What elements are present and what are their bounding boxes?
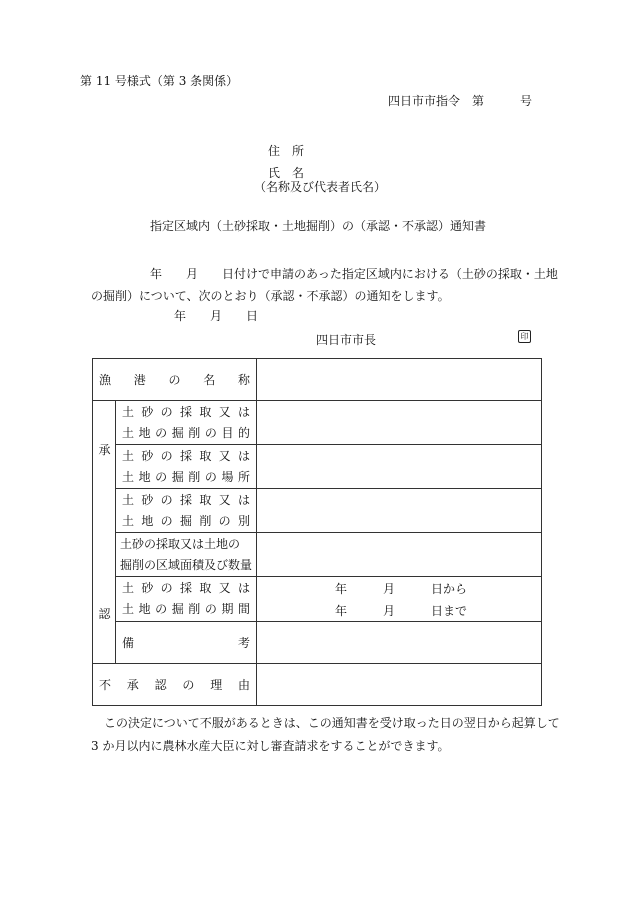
purpose-value	[257, 401, 542, 445]
area-value	[257, 533, 542, 577]
body-line-2: の掘削）について、次のとおり（承認・不承認）の通知をします。	[91, 289, 450, 303]
notice-form-table	[92, 358, 542, 706]
fishing-port-label: 漁 港 の 名 称	[93, 359, 257, 401]
period-value	[257, 577, 542, 622]
period-end-day: 日まで	[431, 604, 468, 618]
name-label: 氏 名	[268, 166, 305, 180]
period-label: 土 砂 の 採 取 又 は 土 地 の 掘 削 の 期 間	[116, 577, 257, 622]
period-start-month: 月	[383, 582, 396, 596]
issuer-name: 四日市市長	[316, 333, 377, 347]
period-start-year: 年	[335, 582, 348, 596]
purpose-label: 土 砂 の 採 取 又 は 土 地 の 掘 削 の 目 的	[116, 401, 257, 445]
period-end-month: 月	[383, 604, 396, 618]
appeal-notice-line-2: 3 か月以内に農林水産大臣に対し審査請求をすることができます。	[91, 739, 450, 753]
document-number: 四日市市指令 第 号	[388, 94, 533, 108]
remarks-value	[257, 622, 542, 664]
seal-mark: 印	[518, 330, 531, 343]
area-label: 土砂の採取又は土地の 掘削の区域面積及び数量	[116, 533, 257, 577]
appeal-notice-line-1: この決定について不服があるときは、この通知書を受け取った日の翌日から起算して	[104, 716, 560, 730]
location-label: 土 砂 の 採 取 又 は 土 地 の 掘 削 の 場 所	[116, 445, 257, 489]
rejection-reason-value	[257, 664, 542, 706]
fishing-port-value	[257, 359, 542, 401]
rejection-reason-label: 不 承 認 の 理 由	[93, 664, 257, 706]
address-label: 住 所	[268, 144, 305, 158]
body-line-1: 年 月 日付けで申請のあった指定区域内における（土砂の採取・土地	[150, 267, 558, 281]
name-note: （名称及び代表者氏名）	[254, 180, 387, 194]
type-label: 土 砂 の 採 取 又 は 土 地 の 掘 削 の 別	[116, 489, 257, 533]
side-label-nin: 認	[98, 607, 111, 621]
approval-side-cell	[93, 401, 116, 664]
period-start-day: 日から	[431, 582, 468, 596]
side-label-approval: 承	[98, 443, 111, 457]
document-title: 指定区域内（土砂採取・土地掘削）の（承認・不承認）通知書	[150, 219, 487, 233]
type-value	[257, 489, 542, 533]
notice-date: 年 月 日	[174, 309, 259, 323]
location-value	[257, 445, 542, 489]
form-number: 第 11 号様式（第 3 条関係）	[80, 74, 239, 88]
remarks-label: 備 考	[116, 622, 257, 664]
period-end-year: 年	[335, 604, 348, 618]
